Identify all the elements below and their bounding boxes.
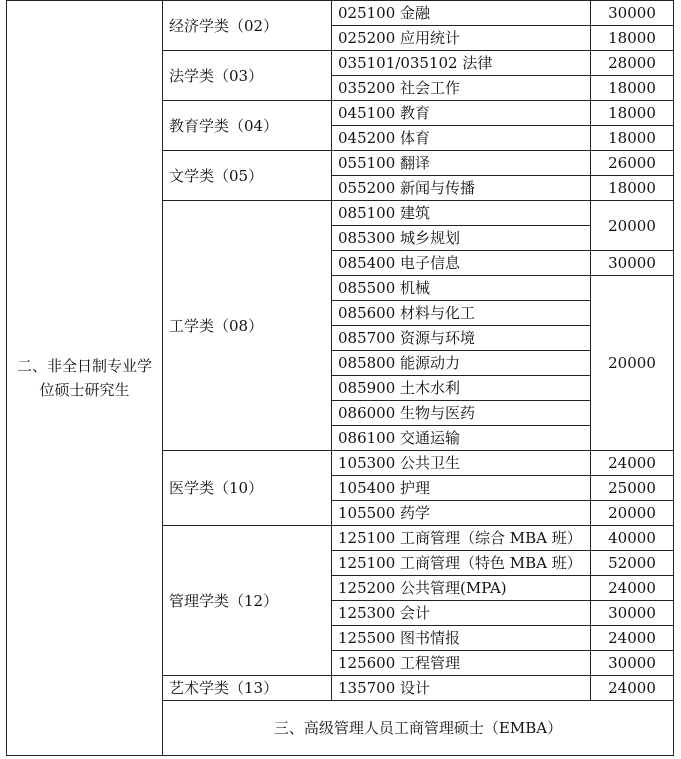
category-cell xyxy=(7,1,163,756)
fee-cell: 30000 xyxy=(591,601,674,626)
tuition-table xyxy=(6,0,674,756)
fee-cell: 18000 xyxy=(591,126,674,151)
major-cell: 055100 翻译 xyxy=(332,151,591,176)
major-cell: 125600 工程管理 xyxy=(332,651,591,676)
major-cell: 055200 新闻与传播 xyxy=(332,176,591,201)
major-cell: 085500 机械 xyxy=(332,276,591,301)
major-cell: 125300 会计 xyxy=(332,601,591,626)
major-cell: 125200 公共管理(MPA) xyxy=(332,576,591,601)
major-cell: 025200 应用统计 xyxy=(332,26,591,51)
fee-cell: 24000 xyxy=(591,576,674,601)
major-cell: 085400 电子信息 xyxy=(332,251,591,276)
fee-cell: 52000 xyxy=(591,551,674,576)
major-cell: 135700 设计 xyxy=(332,676,591,701)
group-cell: 法学类（03） xyxy=(163,51,332,101)
emba-program-cell: 三、高级管理人员工商管理硕士（EMBA） xyxy=(163,701,674,756)
major-cell: 085900 土木水利 xyxy=(332,376,591,401)
fee-cell: 20000 xyxy=(591,501,674,526)
major-cell: 086000 生物与医药 xyxy=(332,401,591,426)
major-cell: 085100 建筑 xyxy=(332,201,591,226)
fee-cell: 30000 xyxy=(591,651,674,676)
group-cell: 医学类（10） xyxy=(163,451,332,526)
fee-cell: 24000 xyxy=(591,626,674,651)
major-cell: 085700 资源与环境 xyxy=(332,326,591,351)
group-cell: 教育学类（04） xyxy=(163,101,332,151)
fee-cell: 18000 xyxy=(591,76,674,101)
major-cell: 085300 城乡规划 xyxy=(332,226,591,251)
major-cell: 035101/035102 法律 xyxy=(332,51,591,76)
table-row xyxy=(7,1,674,26)
fee-cell: 26000 xyxy=(591,151,674,176)
major-cell: 125100 工商管理（综合 MBA 班） xyxy=(332,526,591,551)
fee-cell: 40000 xyxy=(591,526,674,551)
major-cell: 105400 护理 xyxy=(332,476,591,501)
category-label: 二、非全日制专业学位硕士研究生 xyxy=(16,357,152,399)
group-cell: 文学类（05） xyxy=(163,151,332,201)
major-cell: 085800 能源动力 xyxy=(332,351,591,376)
group-cell: 管理学类（12） xyxy=(163,526,332,676)
fee-cell: 30000 xyxy=(591,251,674,276)
fee-cell: 18000 xyxy=(591,26,674,51)
fee-cell: 24000 xyxy=(591,676,674,701)
fee-cell: 20000 xyxy=(591,276,674,451)
major-cell: 105500 药学 xyxy=(332,501,591,526)
group-cell: 经济学类（02） xyxy=(163,1,332,51)
major-cell: 045100 教育 xyxy=(332,101,591,126)
fee-cell: 24000 xyxy=(591,451,674,476)
group-cell: 工学类（08） xyxy=(163,201,332,451)
fee-cell: 18000 xyxy=(591,101,674,126)
major-cell: 045200 体育 xyxy=(332,126,591,151)
major-cell: 025100 金融 xyxy=(332,1,591,26)
fee-cell: 20000 xyxy=(591,201,674,251)
major-cell: 085600 材料与化工 xyxy=(332,301,591,326)
major-cell: 105300 公共卫生 xyxy=(332,451,591,476)
fee-cell: 30000 xyxy=(591,1,674,26)
major-cell: 035200 社会工作 xyxy=(332,76,591,101)
group-cell: 艺术学类（13） xyxy=(163,676,332,701)
major-cell: 125500 图书情报 xyxy=(332,626,591,651)
fee-cell: 18000 xyxy=(591,176,674,201)
fee-cell: 25000 xyxy=(591,476,674,501)
major-cell: 125100 工商管理（特色 MBA 班） xyxy=(332,551,591,576)
major-cell: 086100 交通运输 xyxy=(332,426,591,451)
fee-cell: 28000 xyxy=(591,51,674,76)
